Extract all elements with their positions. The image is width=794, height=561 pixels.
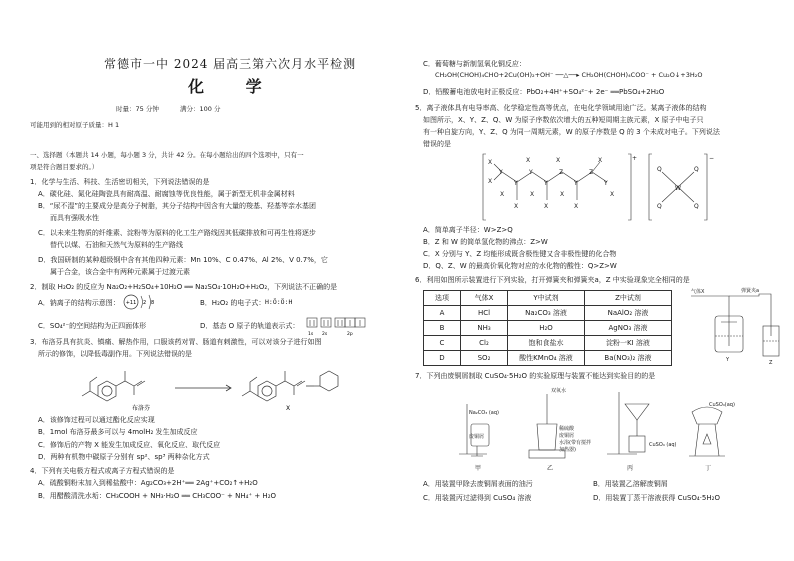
table-cell: D bbox=[424, 351, 461, 366]
atom-q-2: Q bbox=[694, 166, 699, 173]
atom-x-6: X bbox=[598, 157, 603, 164]
table-row bbox=[424, 351, 672, 366]
q4-stem: 4．下列有关电极方程式或离子方程式错误的是 bbox=[30, 467, 175, 475]
ibuprofen-structure bbox=[82, 371, 145, 401]
label-copper-scraps-2: 废铜屑 bbox=[559, 433, 575, 439]
q1-option-b-cont: 而具有强吸水性 bbox=[50, 214, 99, 222]
q1-stem: 1．化学与生活、科技、生活密切相关，下列说法错误的是 bbox=[30, 178, 210, 186]
anion-charge: − bbox=[709, 155, 715, 162]
atom-y-3: Y bbox=[529, 169, 533, 176]
q5-stem: 5．离子液体具有电导率高、化学稳定性高等优点，在电化学领域用途广泛。某离子液体的结构 bbox=[415, 104, 707, 112]
table-row bbox=[424, 306, 672, 321]
x-label: X bbox=[286, 405, 291, 412]
q1-option-d: D．我国研制的某种超级钢中含有其他四种元素：Mn 10%、C 0.47%、Al 2%、V 0.7%，它 bbox=[38, 256, 328, 264]
sodium-ion-structure-diagram bbox=[122, 292, 162, 312]
q7-option-b: B．用装置乙溶解废铜屑 bbox=[593, 480, 668, 488]
table-cell: C bbox=[424, 336, 461, 351]
na-shell-2: 8 bbox=[151, 300, 155, 306]
q6-reagent-table bbox=[423, 290, 672, 366]
atomic-mass-note: 可能用到的相对原子质量：H 1 bbox=[30, 121, 120, 129]
q4-option-d: D．铅酸蓄电池放电时正极反应：PbO₂+4H⁺+SO₄²⁻+ 2e⁻ ══PbSO₄+2H₂O bbox=[423, 88, 665, 96]
label-cuso4-solution-2: CuSO₄(aq) bbox=[709, 402, 735, 408]
table-cell: B bbox=[424, 321, 461, 336]
label-cuso4-solution-1: CuSO₄ (aq) bbox=[649, 442, 677, 448]
q5-option-b: B．Z 和 W 的简单氢化物的沸点：Z>W bbox=[423, 238, 548, 246]
q7-option-c: C．用装置丙过滤得到 CuSO₄ 溶液 bbox=[423, 494, 532, 502]
label-dilute-sulfuric: 稀硫酸 bbox=[559, 426, 575, 432]
orbital-label-2s: 2s bbox=[322, 332, 328, 337]
table-row bbox=[424, 336, 672, 351]
ibuprofen-label: 布洛芬 bbox=[132, 405, 151, 412]
table-cell: 饱和食盐水 bbox=[508, 336, 585, 351]
q2-stem: 2．制取 H₂O₂ 的反应为 Na₂O₂+H₂SO₄+10H₂O ══ Na₂SO₄·10H₂O+H₂O₂，下列说法不正确的是 bbox=[30, 283, 338, 291]
na-nucleus-label: +11 bbox=[125, 300, 137, 306]
table-header: 气体X bbox=[461, 291, 508, 306]
q5-option-a: A．简单离子半径：W>Z>Q bbox=[423, 226, 513, 234]
table-cell: A bbox=[424, 306, 461, 321]
q7-apparatus-figures bbox=[437, 384, 747, 476]
label-copper-scraps-1: 废铜屑 bbox=[469, 434, 485, 440]
atom-q-1: Q bbox=[657, 166, 662, 173]
q4-option-a: A．硫酸铜粉末加入到稀盐酸中：Ag₂CO₃+2H⁺══ 2Ag⁺+CO₂↑+H₂O bbox=[38, 479, 258, 487]
q1-option-a: A．碳化硅、氮化硅陶瓷具有耐高温、耐腐蚀等优良性能，属于新型无机非金属材料 bbox=[38, 190, 295, 198]
product-x-structure bbox=[242, 371, 338, 401]
q3-option-a: A．该修饰过程可以通过酯化反应实现 bbox=[38, 416, 155, 424]
apparatus-label-z: Z bbox=[769, 360, 773, 366]
table-header: Z中试剂 bbox=[585, 291, 672, 306]
label-heater: 加热器) bbox=[559, 447, 576, 453]
table-header: 选项 bbox=[424, 291, 461, 306]
q3-stem-cont: 所示的修饰，以降低毒副作用。下列说法错误的是 bbox=[38, 350, 192, 358]
table-cell: Na₂CO₃ 溶液 bbox=[508, 306, 585, 321]
section-title-cont: 项是符合题目要求的。） bbox=[30, 163, 99, 171]
q5-stem-4: 错误的是 bbox=[423, 140, 451, 148]
apparatus-label-gas-x: 气体X bbox=[691, 289, 705, 295]
atom-x-2: X bbox=[488, 178, 493, 185]
atom-x-10: X bbox=[500, 191, 505, 198]
table-cell: NaAlO₂ 溶液 bbox=[585, 306, 672, 321]
q2-option-b: B．H₂O₂ 的电子式： bbox=[200, 299, 266, 307]
oxygen-orbital-diagram bbox=[307, 316, 373, 338]
q4-option-c-equation: CH₂OH(CHOH)₄CHO+2Cu(OH)₂+OH⁻ ──△──▸ CH₂OH(CHOH)₄COO⁻ + Cu₂O↓+3H₂O bbox=[435, 71, 703, 79]
q6-apparatus-diagram bbox=[689, 286, 789, 366]
caption-bing: 丙 bbox=[627, 465, 634, 472]
q5-option-c: C．X 分别与 Y、Z 均能形成既含极性键又含非极性键的化合物 bbox=[423, 250, 617, 258]
caption-ding: 丁 bbox=[705, 465, 712, 472]
q3-option-b: B．1mol 布洛芬最多可以与 4molH₂ 发生加成反应 bbox=[38, 428, 198, 436]
label-water-bath: 水浴(带有搅拌 bbox=[559, 440, 591, 446]
q7-option-d: D．用装置丁蒸干溶液获得 CuSO₄·5H₂O bbox=[593, 494, 720, 502]
table-row bbox=[424, 321, 672, 336]
exam-title: 常德市一中 2024 届高三第六次月水平检测 bbox=[104, 57, 357, 71]
atom-z-1: Z bbox=[559, 169, 564, 176]
q5-option-d: D．Q、Z、W 的最高价氧化物对应的水化物的酸性：Q>Z>W bbox=[423, 262, 617, 270]
q3-stem: 3．布洛芬具有抗炎、镇痛、解热作用，口服该药对胃、肠道有刺激性，可以对该分子进行如图 bbox=[30, 338, 322, 346]
label-hydrogen-peroxide: 双氧水 bbox=[551, 388, 567, 394]
q1-option-c-cont: 替代以煤、石油和天然气为原料的生产路线 bbox=[50, 241, 183, 249]
q2-option-d: D．基态 O 原子的轨道表示式： bbox=[200, 322, 300, 330]
orbital-label-1s: 1s bbox=[308, 332, 314, 337]
atom-y-1: Y bbox=[499, 169, 503, 176]
caption-jia: 甲 bbox=[475, 465, 482, 472]
table-header: Y中试剂 bbox=[508, 291, 585, 306]
atom-y-5: Y bbox=[574, 180, 578, 187]
q1-option-c: C．以未来生物质的纤维素、淀粉等为原料的化工生产路线因其低碳排放和可再生性将逐步 bbox=[38, 229, 316, 237]
orbital-label-2p: 2p bbox=[347, 332, 353, 337]
atom-x-1: X bbox=[488, 159, 493, 166]
q1-option-d-cont: 属于合金，该合金中有两种元素属于过渡元素 bbox=[50, 268, 190, 276]
q7-option-a: A．用装置甲除去废铜屑表面的油污 bbox=[423, 480, 533, 488]
atom-q-4: Q bbox=[694, 203, 699, 210]
q6-stem: 6．利用如图所示装置进行下列实验，打开弹簧夹和弹簧夹a，Z 中实验现象完全相同的是 bbox=[415, 276, 690, 284]
full-score: 满分：100 分 bbox=[180, 105, 221, 113]
label-na2co3: Na₂CO₃ (aq) bbox=[469, 410, 499, 416]
q1-option-b: B．“尿不湿”的主要成分是高分子树脂，其分子结构中因含有大量的羧基、羟基等亲水基团 bbox=[38, 202, 317, 210]
q5-stem-2: 如图所示，X、Y、Z、Q、W 为原子序数依次增大的五种短周期主族元素，X 原子中电子只 bbox=[423, 116, 704, 124]
atom-x-8: X bbox=[526, 157, 531, 164]
table-cell: H₂O bbox=[508, 321, 585, 336]
q4-option-b: B．用醋酸清洗水垢：CH₃COOH + NH₃·H₂O ══ CH₃COO⁻ + NH₄⁺ + H₂O bbox=[38, 492, 277, 500]
table-cell: Cl₂ bbox=[461, 336, 508, 351]
apparatus-label-y: Y bbox=[726, 357, 730, 363]
atom-x-9: X bbox=[556, 157, 561, 164]
q5-stem-3: 有一种自旋方向，Y、Z、Q 为同一周期元素，W 的原子序数是 Q 的 3 个未成对电子。下列说法 bbox=[423, 128, 720, 136]
h2o2-electron-formula: H:Ö:Ö:H bbox=[265, 298, 293, 306]
q2-option-a: A．钠离子的结构示意图： bbox=[38, 299, 120, 307]
table-cell: Ba(NO₃)₂ 溶液 bbox=[585, 351, 672, 366]
atom-x-7: X bbox=[610, 191, 615, 198]
table-cell: NH₃ bbox=[461, 321, 508, 336]
atom-y-2: Y bbox=[514, 180, 518, 187]
atom-q-3: Q bbox=[657, 203, 662, 210]
section-title: 一、选择题（本题共 14 小题，每小题 3 分，共计 42 分。在每小题给出的四个选项中，只有一 bbox=[30, 151, 304, 159]
na-shell-1: 2 bbox=[143, 300, 147, 306]
table-header-row bbox=[424, 291, 672, 306]
atom-x-3: X bbox=[514, 203, 519, 210]
q2-option-c: C．SO₄²⁻的空间结构为正四面体形 bbox=[38, 322, 147, 330]
time-limit: 时量：75 分钟 bbox=[116, 105, 159, 113]
table-cell: 淀粉一KI 溶液 bbox=[585, 336, 672, 351]
right-column bbox=[397, 0, 794, 561]
table-cell: AgNO₃ 溶液 bbox=[585, 321, 672, 336]
atom-w: W bbox=[675, 185, 681, 192]
ibuprofen-modification-scheme bbox=[80, 362, 370, 412]
atom-x-5: X bbox=[574, 203, 579, 210]
table-cell: 酸性KMnO₄ 溶液 bbox=[508, 351, 585, 366]
atom-y-4: Y bbox=[544, 180, 548, 187]
atom-x-4: X bbox=[544, 203, 549, 210]
atom-x-11: X bbox=[530, 191, 535, 198]
q3-option-d: D．两种有机物中碳原子分别有 sp²、sp³ 两种杂化方式 bbox=[38, 453, 210, 461]
cation-charge: + bbox=[632, 155, 638, 162]
caption-yi: 乙 bbox=[547, 465, 554, 472]
subject-title: 化 学 bbox=[188, 77, 280, 96]
q3-option-c: C．修饰后的产物 X 能发生加成反应、氧化反应、取代反应 bbox=[38, 441, 221, 449]
q4-option-c: C．葡萄糖与新制氢氧化铜反应： bbox=[423, 60, 526, 68]
q7-stem: 7．下列由废铜屑制取 CuSO₄·5H₂O 的实验原理与装置不能达到实验目的的是 bbox=[415, 372, 656, 380]
ionic-liquid-structure bbox=[482, 152, 715, 222]
table-cell: HCl bbox=[461, 306, 508, 321]
table-cell: SO₂ bbox=[461, 351, 508, 366]
atom-z-2: Z bbox=[589, 169, 594, 176]
atom-y-6: Y bbox=[604, 180, 608, 187]
apparatus-label-clamp-a: 弹簧夹a bbox=[741, 288, 760, 294]
atom-x-12: X bbox=[560, 191, 565, 198]
